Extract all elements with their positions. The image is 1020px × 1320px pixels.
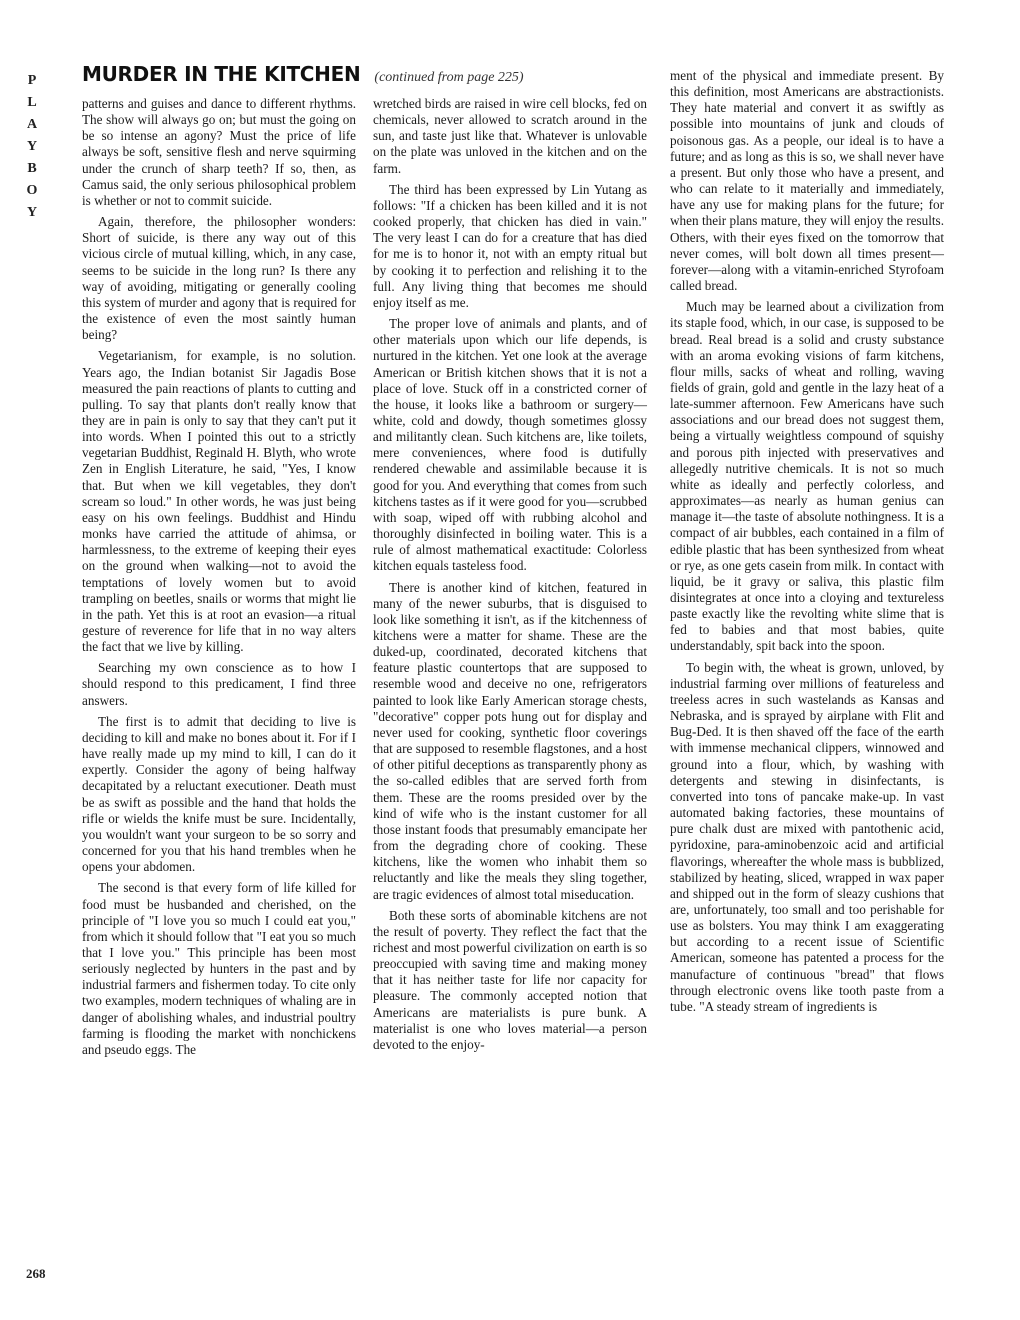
continued-note: (continued from page 225) [374,70,524,85]
paragraph: There is another kind of kitchen, featured in many of the newer suburbs, that is disguised to look like something it isn't, as if the kitchenness of kitchens were a matter for shame. These are the duked-up, coordinated, decorated kitchens that feature plastic countertops that are supposed to resemble wood and deceive no one, refrigerators painted to look like Early American storage chests, "decorative" copper pots hung out for display and never used for cooking, synthetic floor coverings that are supposed to resemble flagstones, and a host of other pitiful deceptions as transparently phony as the so-called edibles that are served forth from them. These are the rooms presided over by the kind of wife who is the instant customer for all those instant foods that presumably emancipate her from the degrading chore of cooking. These kitchens, like the women who inhabit them so reluctantly and like the meals they sling together, are tragic evidences of almost total miseducation. [373,579,647,902]
paragraph: The third has been expressed by Lin Yutang as follows: "If a chicken has been killed and it is not cooked properly, that chicken has died in vain." The very least I can do for a creature that has died for me is to honor it, not with an empty ritual but by cooking it to perfection and relishing it to the full. Any living thing that becomes me should enjoy itself as me. [373,181,647,310]
paragraph: Both these sorts of abominable kitchens are not the result of poverty. They reflect the fact that the richest and most powerful civilization on earth is so preoccupied with saving time and making money that it has neither taste for life nor capacity for pleasure. The commonly accepted notion that Americans are materialists is pure bunk. A materialist is one who loves material—a person devoted to the enjoy- [373,907,647,1052]
text-column-3 [670,68,944,1015]
article-title: MURDER IN THE KITCHEN [82,62,361,86]
page-number: 268 [26,1266,46,1281]
article-header [82,62,524,90]
paragraph: The second is that every form of life killed for food must be husbanded and cherished, on the principle of "I love you so much I could eat you," from which it should follow that "I eat you so much that I love you." This principle has been most seriously neglected by hunters in the past and by industrial farmers and fishermen today. To cite only two examples, modern techniques of whaling are in danger of abolishing whales, and industrial poultry farming is flooding the market with nonchickens and pseudo eggs. The [82,880,356,1057]
paragraph: The first is to admit that deciding to live is deciding to kill and make no bones about it. For if I have really made up my mind to kill, I can do it expertly. Consider the agony of being halfway decapitated by a reluctant executioner. Death must be as swift as possible and the hand that holds the rifle or wields the knife must be sure. Incidentally, you wouldn't want your surgeon to be so sorry and concerned for you that his hand trembles when he opens your abdomen. [82,713,356,875]
paragraph: Searching my own conscience as to how I should respond to this predicament, I find three answers. [82,660,356,708]
paragraph: Vegetarianism, for example, is no solution. Years ago, the Indian botanist Sir Jagadis Bose measured the pain reactions of plants to cutting and pulling. To say that plants don't really know that they are in pain is only to say that they can't put it into words. When I pointed this out to a strictly vegetarian Buddhist, Reginald H. Blyth, who wrote Zen in English Literature, he said, "Yes, I know that. But when we kill vegetables, they don't scream so loud." In other words, he was just being easy on his own feelings. Buddhist and Hindu monks have carried the attitude of ahimsa, or harmlessness, to the extreme of keeping their eyes on the ground when walking—not to avoid the temptations of lovely women but to avoid trampling on beetles, snails or worms that might lie in the path. Yet this is at root an evasion—a ritual gesture of reverence for life that in no way alters the fact that we live by killing. [82,348,356,655]
paragraph: The proper love of animals and plants, and of other materials upon which our life depends, is nurtured in the kitchen. Yet one look at the average American or British kitchen shows that it is not a place of love. Stuck off in a constricted corner of the house, it looks like a bathroom or surgery—white, cold and dowdy, though sometimes glossy and militantly clean. Such kitchens are, like toilets, mere conveniences, where food is dutifully rendered chewable and assimilable because it is good for you. And everything that comes from such kitchens tastes as if it were good for you—scrubbed with soap, wiped off with rubbing alcohol and thoroughly disinfected in boiling water. This is a rule of almost mathematical exactitude: Colorless kitchen equals tasteless food. [373,316,647,574]
paragraph: To begin with, the wheat is grown, unloved, by industrial farming over millions of featureless and treeless acres in such wastelands as Kansas and Nebraska, and is sprayed by airplane with Flit and Bug-Ded. It is then shaved off the face of the earth with immense mechanical clippers, winnowed and ground into a flour, which, by washing with detergents and stewing in disinfectants, is converted into tons of pancake make-up. In vast automated baking factories, these mountains of pure chalk dust are mixed with pantothenic acid, pyridoxine, para-aminobenzoic acid and artificial flavorings, whereafter the whole mass is bubblized, stabilized by heating, sliced, wrapped in wax paper and shipped out in the form of sleazy cushions that are, unfortunately, too small and too perishable for use as bolsters. You may think I am exaggerating but according to a recent issue of Scientific American, someone has patented a process for the manufacture of continuous "bread" that flows through electronic ovens like tooth paste from a tube. "A steady stream of ingredients is [670,659,944,1014]
paragraph: wretched birds are raised in wire cell blocks, fed on chemicals, never allowed to scratch around in the sun, and taste just like that. Whatever is unlovable on the plate was unloved in the kitchen and on the farm. [373,96,647,176]
text-column-1 [82,96,356,1058]
text-column-2 [373,96,647,1053]
paragraph: Much may be learned about a civilization from its staple food, which, in our case, is supposed to be bread. Real bread is a solid and crusty substance with an aroma evoking visions of farm kitchens, flour mills, sacks of wheat and rolling, waving fields of grain, gold and gentle in the lazy heat of a late-summer afternoon. Few Americans have such associations and our bread does not suggest them, being a virtually weightless compound of squishy and porous pith injected with preservatives and allegedly nutritive chemicals. It is not so much white as ideally and perfectly colorless, and approximates—as nearly as human genius can manage it—the taste of absolute nothingness. It is a compact of air bubbles, each contained in a film of edible plastic that has been synthesized from wheat or rye, as one gets casein from milk. In contact with liquid, be it gravy or saliva, this plastic film disintegrates at once into a cloying and textureless paste exactly like the revolting white slime that is fed to babies and that most babies, quite understandably, spit back into the spoon. [670,299,944,654]
magazine-side-label: P L A Y B O Y [26,73,38,220]
paragraph: Again, therefore, the philosopher wonders: Short of suicide, is there any way out of this vicious circle of mutual killing, which, in any case, seems to be suicide in the long run? Is there any way of avoiding, mitigating or generally cooling this system of murder and agony that is required for the existence of even the most saintly human being? [82,214,356,343]
paragraph: ment of the physical and immediate present. By this definition, most Americans are abstractionists. They hate material and convert it as swiftly as possible into mountains of junk and clouds of poisonous gas. As a people, our ideal is to have a future; and as long as this is so, we shall never have a present. But only those who have a present, and who can relate to it materially and immediately, have any use for making plans for the future; for when their plans mature, they will enjoy the results. Others, with their eyes fixed on the tomorrow that never comes, will bolt down all times present—forever—along with a vitamin-enriched Styrofoam called bread. [670,68,944,294]
paragraph: patterns and guises and dance to different rhythms. The show will always go on; but must the going on be so intense an agony? Must the price of life always be soft, sensitive flesh and nerve squirming under the crunch of sharp teeth? If so, then, as Camus said, the only serious philosophical problem is whether or not to commit suicide. [82,96,356,208]
